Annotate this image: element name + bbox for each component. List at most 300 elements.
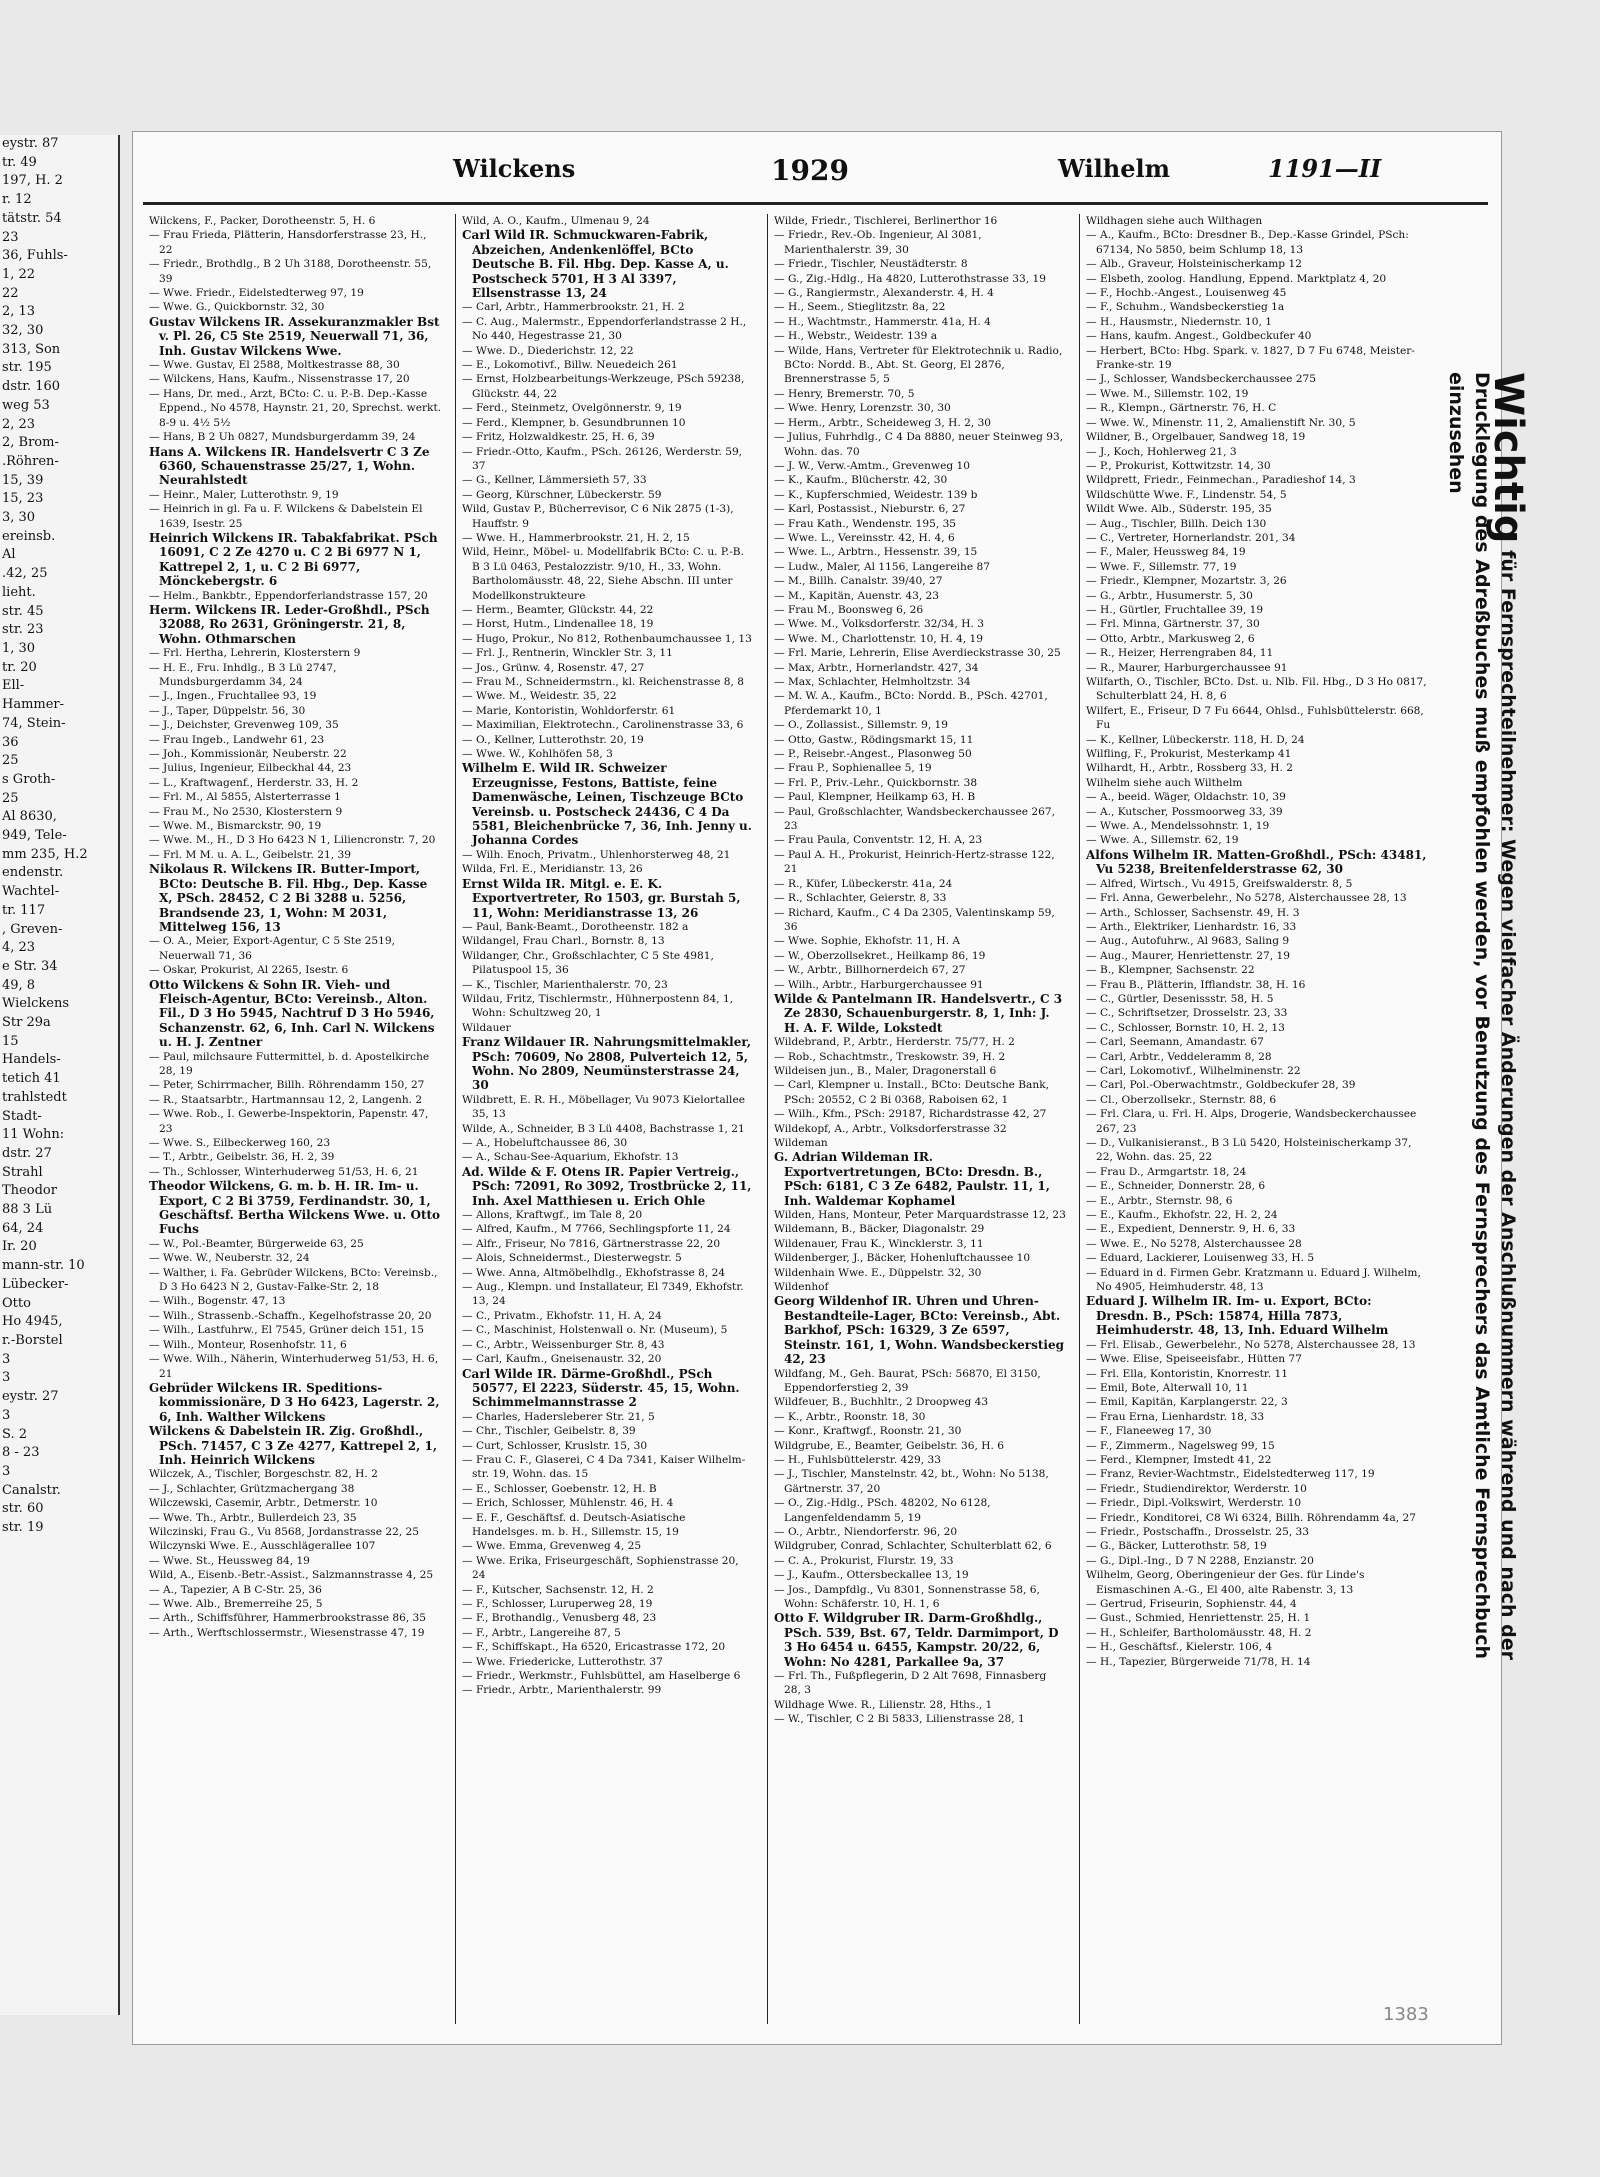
directory-entry: — Frl. Ella, Kontoristin, Knorrestr. 11 (1086, 1367, 1288, 1380)
directory-entry: Wilfert, E., Friseur, D 7 Fu 6644, Ohlsd., Fuhlsbüttelerstr. 668, Fu (1086, 704, 1424, 732)
strip-line: Canalstr. (2, 1482, 61, 1498)
strip-line: endenstr. (2, 865, 64, 881)
directory-entry: — Fritz, Holzwaldkestr. 25, H. 6, 39 (462, 431, 655, 444)
strip-line: 64, 24 (2, 1220, 44, 1236)
strip-line: Wachtel- (2, 884, 60, 900)
strip-line: 22 (2, 285, 19, 301)
directory-entry: — C., Maschinist, Holstenwall o. Nr. (Museum), 5 (462, 1324, 728, 1337)
directory-entry: — M., Kapitän, Auenstr. 43, 23 (774, 589, 940, 602)
directory-entry: Wildhage Wwe. R., Lilienstr. 28, Hths., 1 (774, 1698, 993, 1711)
directory-page (133, 132, 1531, 2044)
directory-entry: — Heinrich in gl. Fa u. F. Wilckens & Dabelstein El 1639, Isestr. 25 (149, 503, 423, 530)
directory-entry: — Curt, Schlosser, Kruslstr. 15, 30 (462, 1439, 648, 1452)
directory-entry: Wilden, Hans, Monteur, Peter Marquardstrasse 12, 23 (774, 1209, 1066, 1222)
strip-line: 2, 23 (2, 416, 36, 432)
directory-entry: — Alb., Graveur, Holsteinischerkamp 12 (1086, 258, 1302, 271)
directory-entry: — Friedr., Postschaffn., Drosselstr. 25, 33 (1086, 1525, 1310, 1538)
archive-stamp: 1383 (1383, 2004, 1429, 2025)
strip-line: tätstr. 54 (2, 210, 62, 226)
directory-entry: Wildfeuer, B., Buchhltr., 2 Droopweg 43 (774, 1396, 989, 1409)
directory-entry: — Frl. M M. u. A. L., Geibelstr. 21, 39 (149, 848, 351, 861)
directory-entry: — F., Schiffskapt., Ha 6520, Ericastrasse 172, 20 (462, 1641, 726, 1654)
directory-entry: Wildschütte Wwe. F., Lindenstr. 54, 5 (1086, 488, 1287, 501)
directory-entry: — L., Kraftwagenf., Herderstr. 33, H. 2 (149, 776, 359, 789)
strip-line: 8 - 23 (2, 1445, 40, 1461)
directory-entry: — H., Hausmstr., Niedernstr. 10, 1 (1086, 315, 1273, 328)
directory-entry: Nikolaus R. Wilckens IR. Butter-Import, BCto: Deutsche B. Fil. Hbg., Dep. Kasse X, PSch. 28452, C 2 Bi 3288 u. 5256, Brandsende 23, 1, Wohn: M 2031, Mittelweg 156, 13 (149, 862, 428, 934)
directory-entry: — Cl., Oberzollsekr., Sternstr. 88, 6 (1086, 1093, 1277, 1106)
strip-line: 49, 8 (2, 977, 36, 993)
directory-entry: — Chr., Tischler, Geibelstr. 8, 39 (462, 1425, 636, 1438)
directory-entry: — J., Deichster, Grevenweg 109, 35 (149, 719, 339, 732)
directory-entry: Ernst Wilda IR. Mitgl. e. E. K. Exportvertreter, Ro 1503, gr. Burstah 5, 11, Wohn: Meridianstrasse 13, 26 (462, 876, 741, 920)
directory-entry: — C. A., Prokurist, Flurstr. 19, 33 (774, 1554, 954, 1567)
directory-entry: — Herm., Beamter, Glückstr. 44, 22 (462, 603, 654, 616)
strip-line: str. 45 (2, 603, 44, 619)
directory-entry: — G., Dipl.-Ing., D 7 N 2288, Enzianstr. 20 (1086, 1554, 1314, 1567)
directory-entry: Wilde, Friedr., Tischlerei, Berlinerthor 16 (774, 215, 998, 227)
directory-entry: — E., Schlosser, Goebenstr. 12, H. B (462, 1482, 657, 1495)
strip-line: r.-Borstel (2, 1333, 63, 1348)
directory-entry: Eduard J. Wilhelm IR. Im- u. Export, BCto: Dresdn. B., PSch: 15874, Hilla 7873, Heimhuderstr. 48, 13, Inh. Eduard Wilhelm (1086, 1294, 1389, 1338)
directory-entry: — Wwe. Elise, Speiseeisfabr., Hütten 77 (1086, 1353, 1302, 1366)
strip-line: , Greven- (2, 921, 63, 937)
directory-entry: Wildau, Fritz, Tischlermstr., Hühnerpostenn 84, 1, Wohn: Schultzweg 20, 1 (462, 992, 734, 1020)
directory-entry: — Friedr.-Otto, Kaufm., PSch. 26126, Werderstr. 59, 37 (462, 445, 743, 472)
directory-entry: Wilhardt, H., Arbtr., Rossberg 33, H. 2 (1086, 762, 1293, 775)
directory-entry: — Henry, Bremerstr. 70, 5 (774, 387, 915, 400)
directory-entry: — R., Staatsarbtr., Hartmannsau 12, 2, Langenh. 2 (149, 1093, 423, 1106)
header-year: 1929 (771, 154, 849, 187)
directory-entry: — Wwe. Gustav, El 2588, Moltkestrasse 88, 30 (149, 359, 400, 372)
directory-entry: — E., Kaufm., Ekhofstr. 22, H. 2, 24 (1086, 1209, 1278, 1222)
strip-line: r. 12 (2, 192, 32, 208)
directory-entry: — Aug., Maurer, Henriettenstr. 27, 19 (1086, 949, 1290, 962)
directory-entry: Wilfarth, O., Tischler, BCto. Dst. u. Nlb. Fil. Hbg., D 3 Ho 0817, Schulterblatt 24, H. 8, 6 (1086, 676, 1427, 703)
strip-line: eystr. 87 (2, 136, 59, 151)
directory-entry: — Aug., Tischler, Billh. Deich 130 (1086, 517, 1267, 530)
directory-entry: — C., Gürtler, Desenissstr. 58, H. 5 (1086, 992, 1274, 1005)
strip-line: 2, 13 (2, 304, 36, 320)
directory-entry: Wildebrand, P., Arbtr., Herderstr. 75/77, H. 2 (774, 1036, 1015, 1049)
directory-entry: — R., Heizer, Herrengraben 84, 11 (1086, 647, 1274, 660)
directory-entry: — R., Küfer, Lübeckerstr. 41a, 24 (774, 877, 953, 890)
directory-entry: Wilczek, A., Tischler, Borgeschstr. 82, H. 2 (149, 1468, 378, 1481)
header-page-number: 1191—II (1268, 154, 1382, 183)
strip-line: weg 53 (2, 397, 50, 413)
directory-entry: Carl Wilde IR. Därme-Großhdl., PSch 50577, El 2223, Süderstr. 45, 15, Wohn. Schimmelmannstrasse 2 (462, 1366, 740, 1410)
strip-line: Ho 4945, (2, 1314, 63, 1330)
directory-entry: — Arth., Schlosser, Sachsenstr. 49, H. 3 (1086, 906, 1300, 919)
directory-entry: — Wwe. Anna, Altmöbelhdlg., Ekhofstrasse 8, 24 (462, 1266, 726, 1279)
directory-entry: — Friedr., Studiendirektor, Werderstr. 10 (1086, 1482, 1307, 1495)
strip-line: tr. 117 (2, 902, 46, 918)
directory-entry: — D., Vulkanisieranst., B 3 Lü 5420, Holsteinischerkamp 37, 22, Wohn. das. 25, 22 (1086, 1137, 1412, 1164)
strip-line: mann-str. 10 (2, 1258, 85, 1274)
strip-line: tr. 20 (2, 659, 37, 675)
directory-entry: — Frau M., No 2530, Klosterstern 9 (149, 805, 343, 818)
directory-entry: Gebrüder Wilckens IR. Speditions-kommissionäre, D 3 Ho 6423, Lagerstr. 2, 6, Inh. Walther Wilckens (149, 1380, 440, 1424)
directory-entry: — G., Bäcker, Lutterothstr. 58, 19 (1086, 1540, 1267, 1553)
directory-entry: — Arth., Werftschlossermstr., Wiesenstrasse 47, 19 (149, 1626, 425, 1639)
directory-entry: — Wilh., Strassenb.-Schaffn., Kegelhofstrasse 20, 20 (149, 1309, 432, 1322)
strip-line: dstr. 160 (2, 379, 61, 395)
strip-line: 197, H. 2 (2, 173, 63, 189)
directory-entry: — W., Tischler, C 2 Bi 5833, Lilienstrasse 28, 1 (774, 1713, 1025, 1726)
directory-entry: Wilde & Pantelmann IR. Handelsvertr., C 3 Ze 2830, Schauenburgerstr. 8, 1, Inh: J. H. A. F. Wilde, Lokstedt (774, 991, 1063, 1035)
directory-entry: — W., Oberzollsekret., Heilkamp 86, 19 (774, 949, 986, 962)
directory-entry: — A., Hobeluftchaussee 86, 30 (462, 1137, 628, 1149)
directory-entry: Wild, Heinr., Möbel- u. Modellfabrik BCto: C. u. P.-B. B 3 Lü 0463, Pestalozzistr. 9/10, H., 33, Wohn. Bartholomäusstr. 48, 22, Siehe Abschn. III unter Modellkonstrukteure (462, 546, 744, 602)
directory-entry: — J., Koch, Hohlerweg 21, 3 (1086, 445, 1237, 458)
directory-entry: — B., Klempner, Sachsenstr. 22 (1086, 964, 1255, 977)
directory-entry: — Ludw., Maler, Al 1156, Langereihe 87 (774, 560, 990, 573)
strip-line: 2, Brom- (2, 435, 59, 451)
directory-entry: Wildprett, Friedr., Feinmechan., Paradieshof 14, 3 (1086, 474, 1356, 487)
directory-entry: — K., Arbtr., Roonstr. 18, 30 (774, 1410, 926, 1423)
strip-line: Al 8630, (2, 809, 57, 825)
directory-entry: — Ferd., Steinmetz, Ovelgönnerstr. 9, 19 (462, 402, 682, 415)
directory-entry: Otto Wilckens & Sohn IR. Vieh- und Fleisch-Agentur, BCto: Vereinsb., Alton. Fil., D 3 Ho 5945, Nachtruf D 3 Ho 5946, Schanzenstr. 62, 6, Inh. Carl N. Wilckens u. H. J. Zentner (149, 977, 435, 1050)
directory-entry: — Wwe. Wilh., Näherin, Winterhuderweg 51/53, H. 6, 21 (149, 1353, 439, 1380)
directory-entry: — Rob., Schachtmstr., Treskowstr. 39, H. 2 (774, 1050, 1006, 1063)
directory-entry: — Frl. Marie, Lehrerin, Elise Averdieckstrasse 30, 25 (774, 647, 1061, 660)
directory-entry: — Wwe. H., Hammerbrookstr. 21, H. 2, 15 (462, 531, 690, 544)
directory-entry: — Georg, Kürschner, Lübeckerstr. 59 (462, 488, 662, 501)
directory-entry: — Hans, B 2 Uh 0827, Mundsburgerdamm 39, 24 (149, 431, 416, 444)
directory-entry: — Carl, Pol.-Oberwachtmstr., Goldbeckufer 28, 39 (1086, 1079, 1356, 1092)
directory-entry: — F., Kutscher, Sachsenstr. 12, H. 2 (462, 1583, 654, 1596)
directory-entry: — Friedr., Klempner, Mozartstr. 3, 26 (1086, 575, 1287, 588)
directory-entry: — Herbert, BCto: Hbg. Spark. v. 1827, D 7 Fu 6748, Meister-Franke-str. 19 (1086, 344, 1415, 372)
directory-entry: — Frau P., Sophienallee 5, 19 (774, 762, 932, 775)
directory-entry: — Frau C. F., Glaserei, C 4 Da 7341, Kaiser Wilhelm-str. 19, Wohn. das. 15 (462, 1453, 746, 1481)
directory-entry: — Friedr., Rev.-Ob. Ingenieur, Al 3081, Marienthalerstr. 39, 30 (774, 229, 982, 256)
strip-line: str. 23 (2, 622, 44, 638)
directory-entry: — C., Schriftsetzer, Drosselstr. 23, 33 (1086, 1007, 1288, 1020)
directory-entry: — H., Gürtler, Fruchtallee 39, 19 (1086, 603, 1264, 616)
directory-entry: — J., Kaufm., Ottersbeckallee 13, 19 (774, 1569, 969, 1582)
strip-line: 11 Wohn: (2, 1127, 65, 1143)
directory-entry: — Charles, Hadersleberer Str. 21, 5 (462, 1410, 655, 1423)
directory-entry: — Wwe. L., Arbtrn., Hessenstr. 39, 15 (774, 546, 978, 559)
directory-entry: — H., Wachtmstr., Hammerstr. 41a, H. 4 (774, 315, 991, 328)
directory-entry: — Wwe. M., Bismarckstr. 90, 19 (149, 820, 322, 833)
directory-entry: — Eduard in d. Firmen Gebr. Kratzmann u. Eduard J. Wilhelm, No 4905, Heimhuderstr. 48, 13 (1086, 1266, 1421, 1294)
header-right-keyword: Wilhelm (1058, 154, 1170, 183)
strip-line: Handels- (2, 1052, 61, 1068)
directory-entry: Franz Wildauer IR. Nahrungsmittelmakler, PSch: 70609, No 2808, Pulverteich 12, 5, Wohn. No 2809, Neumünsterstrasse 24, 30 (462, 1035, 752, 1093)
directory-entry: — Konr., Kraftwgf., Roonstr. 21, 30 (774, 1425, 962, 1438)
directory-entry: — Wwe. Erika, Friseurgeschäft, Sophienstrasse 20, 24 (462, 1554, 739, 1582)
strip-line: tetich 41 (2, 1071, 61, 1087)
directory-entry: — Wwe. L., Vereinsstr. 42, H. 4, 6 (774, 531, 955, 544)
strip-line: 3 (2, 1351, 11, 1367)
directory-entry: — J., Schlosser, Wandsbeckerchaussee 275 (1086, 373, 1316, 386)
directory-entry: — F., Maler, Heussweg 84, 19 (1086, 546, 1246, 559)
directory-entry: — Frau Ingeb., Landwehr 61, 23 (149, 733, 325, 746)
directory-entry: — A., Kutscher, Possmoorweg 33, 39 (1086, 805, 1283, 818)
strip-line: dstr. 27 (2, 1145, 52, 1161)
directory-entry: Wildekopf, A., Arbtr., Volksdorferstrasse 32 (774, 1122, 1007, 1135)
directory-entry: — Wilckens, Hans, Kaufm., Nissenstrasse 17, 20 (149, 373, 410, 386)
directory-entry: — Wwe. M., H., D 3 Ho 6423 N 1, Liliencronstr. 7, 20 (149, 834, 436, 847)
strip-line: str. 60 (2, 1501, 44, 1517)
directory-entry: — Wwe. Friedr., Eidelstedterweg 97, 19 (149, 287, 364, 300)
directory-entry: — J. W., Verw.-Amtm., Grevenweg 10 (774, 459, 970, 472)
directory-entry: — A., Kaufm., BCto: Dresdner B., Dep.-Kasse Grindel, PSch: 67134, No 5850, beim Schlump 18, 13 (1086, 229, 1409, 256)
directory-entry: — Oskar, Prokurist, Al 2265, Isestr. 6 (149, 964, 349, 977)
column-2 (455, 214, 760, 2024)
directory-entry: — Max, Schlachter, Helmholtzstr. 34 (774, 676, 971, 688)
directory-entry: — F., Arbtr., Langereihe 87, 5 (462, 1626, 621, 1639)
directory-entry: Theodor Wilckens, G. m. b. H. IR. Im- u. Export, C 2 Bi 3759, Ferdinandstr. 30, 1, Geschäftsf. Bertha Wilckens Wwe. u. Otto Fuchs (149, 1179, 441, 1237)
directory-entry: Wildenhof (774, 1281, 829, 1294)
directory-entry: — Hugo, Prokur., No 812, Rothenbaumchaussee 1, 13 (462, 632, 752, 645)
directory-entry: — Frl. Th., Fußpflegerin, D 2 Alt 7698, Finnasberg 28, 3 (774, 1670, 1047, 1697)
directory-entry: — Frl. J., Rentnerin, Winckler Str. 3, 11 (462, 647, 673, 660)
directory-entry: — E., Arbtr., Sternstr. 98, 6 (1086, 1194, 1233, 1207)
directory-entry: Wilczynski Wwe. E., Ausschlägerallee 107 (149, 1540, 376, 1553)
strip-line: 4, 23 (2, 940, 36, 956)
directory-entry: Wildauer (462, 1021, 511, 1034)
directory-entry: — Paul, milchsaure Futtermittel, b. d. Apostelkirche 28, 19 (149, 1050, 430, 1077)
directory-entry: — Frl. Clara, u. Frl. H. Alps, Drogerie, Wandsbeckerchaussee 267, 23 (1086, 1108, 1417, 1135)
directory-entry: — E., Schneider, Donnerstr. 28, 6 (1086, 1180, 1266, 1193)
directory-entry: — Frl. Anna, Gewerbelehr., No 5278, Alsterchaussee 28, 13 (1086, 892, 1407, 905)
directory-entry: — Carl, Kaufm., Gneisenaustr. 32, 20 (462, 1353, 662, 1366)
directory-entry: — O., Kellner, Lutterothstr. 20, 19 (462, 733, 644, 746)
directory-entry: — Maximilian, Elektrotechn., Carolinenstrasse 33, 6 (462, 719, 744, 732)
strip-line: mm 235, H.2 (2, 846, 88, 862)
strip-line: 25 (2, 753, 19, 769)
directory-entry: Hans A. Wilckens IR. Handelsvertr C 3 Ze 6360, Schauenstrasse 25/27, 1, Wohn. Neurahlstedt (149, 444, 430, 488)
column-1 (143, 214, 448, 2024)
directory-entry: — Frau M., Boonsweg 6, 26 (774, 603, 924, 616)
directory-entry: Wildangel, Frau Charl., Bornstr. 8, 13 (462, 935, 665, 948)
directory-entry: — H., Webstr., Weidestr. 139 a (774, 330, 938, 343)
directory-entry: — Wwe. M., Weidestr. 35, 22 (462, 690, 617, 703)
directory-entry: — E., Expedient, Dennerstr. 9, H. 6, 33 (1086, 1223, 1296, 1236)
strip-line: s Groth- (2, 771, 56, 787)
adjacent-page-strip (0, 135, 120, 2015)
directory-entry: — J., Ingen., Fruchtallee 93, 19 (149, 690, 317, 703)
directory-entry: — Erich, Schlosser, Mühlenstr. 46, H. 4 (462, 1497, 674, 1510)
directory-entry: — Julius, Fuhrhdlg., C 4 Da 8880, neuer Steinweg 93, Wohn. das. 70 (774, 431, 1064, 458)
directory-entry: — J., Taper, Düppelstr. 56, 30 (149, 704, 306, 717)
directory-entry: — Heinr., Maler, Lutterothstr. 9, 19 (149, 488, 339, 501)
directory-entry: Wildfang, M., Geh. Baurat, PSch: 56870, El 3150, Eppendorferstieg 2, 39 (774, 1367, 1041, 1394)
directory-entry: — R., Schlachter, Geierstr. 8, 33 (774, 892, 947, 905)
directory-entry: — O., Zig.-Hdlg., PSch. 48202, No 6128, Langenfeldendamm 5, 19 (774, 1497, 991, 1524)
directory-entry: — Wwe. A., Sillemstr. 62, 19 (1086, 834, 1239, 847)
directory-entry: — Joh., Kommissionär, Neuberstr. 22 (149, 748, 347, 761)
directory-entry: — Friedr., Tischler, Neustädterstr. 8 (774, 258, 968, 271)
directory-entry: — Wwe. Th., Arbtr., Bullerdeich 23, 35 (149, 1511, 357, 1524)
header-left-keyword: Wilckens (453, 154, 576, 183)
directory-entry: — Hans, Dr. med., Arzt, BCto: C. u. P.-B. Dep.-Kasse Eppend., No 4578, Haynstr. 21, 20, Sprechst. werkt. 8-9 u. 4½ 5½ (149, 387, 442, 429)
directory-entry: — A., beeid. Wäger, Oldachstr. 10, 39 (1086, 791, 1286, 804)
strip-line: Strahl (2, 1164, 43, 1180)
directory-entry: — Wilh., Lastfuhrw., El 7545, Grüner deich 151, 15 (149, 1324, 425, 1337)
directory-entry: — K., Tischler, Marienthalerstr. 70, 23 (462, 978, 668, 991)
directory-entry: — Frau D., Armgartstr. 18, 24 (1086, 1165, 1247, 1178)
directory-entry: — Franz, Revier-Wachtmstr., Eidelstedterweg 117, 19 (1086, 1468, 1375, 1481)
directory-entry: — H., Tapezier, Bürgerweide 71/78, H. 14 (1086, 1655, 1311, 1668)
notice-text: für Fernsprechteilnehmer: Wegen vielfacher Änderungen der Anschlußnummern während und nach der Drucklegung des Adreßbuches muß empfohlen werden, vor Benutzung des Fernsprechers das Amtliche Fernsprechbuch einzusehen (1445, 372, 1519, 1660)
directory-entry: Wildeman (774, 1137, 828, 1149)
directory-entry: Wild, A., Eisenb.-Betr.-Assist., Salzmannstrasse 4, 25 (149, 1569, 434, 1582)
directory-entry: — Gust., Schmied, Henriettenstr. 25, H. 1 (1086, 1612, 1311, 1625)
directory-entry: — Paul, Großschlachter, Wandsbeckerchaussee 267, 23 (774, 805, 1055, 833)
strip-line: 32, 30 (2, 323, 44, 339)
directory-entry: Wildenauer, Frau K., Wincklerstr. 3, 11 (774, 1237, 984, 1250)
strip-line: eystr. 27 (2, 1389, 59, 1405)
strip-line: 3 (2, 1463, 11, 1479)
directory-entry: — T., Arbtr., Geibelstr. 36, H. 2, 39 (149, 1151, 335, 1164)
directory-entry: — W., Pol.-Beamter, Bürgerweide 63, 25 (149, 1237, 364, 1250)
directory-entry: — J., Tischler, Manstelnstr. 42, bt., Wohn: No 5138, Gärtnerstr. 37, 20 (774, 1468, 1049, 1495)
directory-entry: — Ferd., Klempner, b. Gesundbrunnen 10 (462, 416, 686, 429)
directory-entry: — C. Aug., Malermstr., Eppendorferlandstrasse 2 H., No 440, Hegestrasse 21, 30 (462, 315, 747, 343)
directory-entry: Wildenberger, J., Bäcker, Hohenluftchaussee 10 (774, 1252, 1031, 1265)
strip-line: 25 (2, 790, 19, 806)
strip-line: ereinsb. (2, 528, 56, 544)
strip-line: Otto (2, 1295, 31, 1311)
strip-line: Lübecker- (2, 1276, 69, 1292)
directory-entry: — Frau Paula, Conventstr. 12, H. A, 23 (774, 834, 983, 847)
directory-entry: — Otto, Gastw., Rödingsmarkt 15, 11 (774, 733, 974, 746)
directory-entry: — Wwe. Rob., I. Gewerbe-Inspektorin, Papenstr. 47, 23 (149, 1108, 429, 1135)
strip-line: e Str. 34 (2, 958, 58, 974)
directory-entry: — Ernst, Holzbearbeitungs-Werkzeuge, PSch 59238, Glückstr. 44, 22 (462, 373, 745, 400)
directory-entry: — Frl. M., Al 5855, Alsterterrasse 1 (149, 791, 341, 804)
directory-entry: — Paul, Klempner, Heilkamp 63, H. B (774, 791, 976, 804)
directory-entry: — Paul A. H., Prokurist, Heinrich-Hertz-strasse 122, 21 (774, 848, 1055, 876)
directory-entry: — P., Prokurist, Kottwitzstr. 14, 30 (1086, 459, 1271, 472)
directory-entry: — Wwe. Alb., Bremerreihe 25, 5 (149, 1598, 323, 1610)
directory-entry: — Frl. Hertha, Lehrerin, Klosterstern 9 (149, 647, 361, 660)
strip-line: 23 (2, 229, 19, 245)
directory-entry: Carl Wild IR. Schmuckwaren-Fabrik, Abzeichen, Andenkenlöffel, BCto Deutsche B. Fil. Hbg. Dep. Kasse A, u. Postscheck 5701, H 3 Al 3397, Ellsenstrasse 13, 24 (462, 228, 729, 301)
strip-line: str. 195 (2, 360, 52, 376)
directory-entry: — Horst, Hutm., Lindenallee 18, 19 (462, 618, 654, 631)
directory-entry: — Frl. P., Priv.-Lehr., Quickbornstr. 38 (774, 776, 978, 789)
directory-entry: — F., Schuhm., Wandsbeckerstieg 1a (1086, 301, 1285, 314)
notice-title: Wichtig (1485, 372, 1531, 544)
directory-entry: — H. E., Fru. Inhdlg., B 3 Lü 2747, Mundsburgerdamm 34, 24 (149, 661, 337, 688)
directory-entry: Wilczinski, Frau G., Vu 8568, Jordanstrasse 22, 25 (149, 1525, 420, 1538)
strip-line: lieht. (2, 584, 36, 600)
strip-line: 3, 30 (2, 510, 36, 526)
strip-line: 36, Fuhls- (2, 248, 68, 264)
strip-line: tr. 49 (2, 154, 37, 170)
directory-entry: Wilda, Frl. E., Meridianstr. 13, 26 (462, 863, 643, 876)
directory-entry: — Wwe. W., Neuberstr. 32, 24 (149, 1252, 310, 1265)
directory-entry: — C., Schlosser, Bornstr. 10, H. 2, 13 (1086, 1021, 1285, 1034)
directory-entry: Wildgruber, Conrad, Schlachter, Schulterblatt 62, 6 (774, 1540, 1052, 1553)
directory-entry: — F., Zimmerm., Nagelsweg 99, 15 (1086, 1439, 1275, 1452)
directory-entry: Wildner, B., Orgelbauer, Sandweg 18, 19 (1086, 431, 1306, 444)
strip-line: Ell- (2, 678, 25, 694)
directory-entry: — F., Brothandlg., Venusberg 48, 23 (462, 1612, 657, 1625)
directory-entry: — Wilh. Enoch, Privatm., Uhlenhorsterweg 48, 21 (462, 848, 731, 861)
strip-line: 949, Tele- (2, 828, 67, 844)
directory-entry: Wilhelm siehe auch Wilthelm (1086, 776, 1243, 789)
directory-entry: — Wilde, Hans, Vertreter für Elektrotechnik u. Radio, BCto: Nordd. B., Abt. St. Georg, El 2876, Brennerstrasse 5, 5 (774, 344, 1063, 386)
directory-entry: Wildanger, Chr., Großschlachter, C 5 Ste 4981, Pilatuspool 15, 36 (462, 949, 714, 977)
directory-entry: — Alfred, Wirtsch., Vu 4915, Greifswalderstr. 8, 5 (1086, 877, 1353, 890)
directory-entry: — Julius, Ingenieur, Eilbeckhal 44, 23 (149, 762, 352, 775)
directory-entry: Ad. Wilde & F. Otens IR. Papier Vertreig., PSch: 72091, Ro 3092, Trostbrücke 2, 11, Inh. Axel Matthiesen u. Erich Ohle (462, 1164, 752, 1208)
directory-entry: — Frau M., Schneidermstrn., kl. Reichenstrasse 8, 8 (462, 676, 744, 688)
directory-entry: — Wwe. D., Diederichstr. 12, 22 (462, 344, 634, 357)
strip-line: trahlstedt (2, 1089, 67, 1105)
strip-line: 36 (2, 734, 19, 750)
directory-entry: — Frl. Minna, Gärtnerstr. 37, 30 (1086, 618, 1260, 631)
directory-entry: — Wwe. St., Heussweg 84, 19 (149, 1554, 310, 1567)
strip-line: 1, 30 (2, 640, 36, 656)
directory-entry: — C., Privatm., Ekhofstr. 11, H. A, 24 (462, 1309, 662, 1322)
directory-entry: — A., Schau-See-Aquarium, Ekhofstr. 13 (462, 1151, 679, 1164)
directory-entry: — M. W. A., Kaufm., BCto: Nordd. B., PSch. 42701, Pferdemarkt 10, 1 (774, 690, 1048, 717)
strip-line: 15, 39 (2, 472, 44, 488)
directory-entry: Wilfling, F., Prokurist, Mesterkamp 41 (1086, 748, 1292, 761)
directory-entry: — G., Arbtr., Husumerstr. 5, 30 (1086, 589, 1253, 602)
directory-entry: Herm. Wilckens IR. Leder-Großhdl., PSch 32088, Ro 2631, Gröningerstr. 21, 8, Wohn. Othmarschen (149, 602, 430, 646)
directory-entry: — G., Zig.-Hdlg., Ha 4820, Lutterothstrasse 33, 19 (774, 272, 1046, 285)
directory-entry: — Aug., Klempn. und Installateur, El 7349, Ekhofstr. 13, 24 (462, 1281, 744, 1308)
directory-entry: — R., Klempn., Gärtnerstr. 76, H. C (1086, 402, 1277, 415)
strip-line: str. 19 (2, 1520, 44, 1536)
directory-entry: — P., Reisebr.-Angest., Plasonweg 50 (774, 748, 972, 761)
directory-entry: — Carl, Seemann, Amandastr. 67 (1086, 1036, 1264, 1049)
directory-entry: — Walther, i. Fa. Gebrüder Wilckens, BCto: Vereinsb., D 3 Ho 6423 N 2, Gustav-Falke-Str. 2, 18 (149, 1266, 438, 1294)
directory-entry: — O., Zollassist., Sillemstr. 9, 19 (774, 719, 949, 732)
strip-line: Al (2, 547, 16, 563)
directory-entry: Wild, Gustav P., Bücherrevisor, C 6 Nik 2875 (1-3), Hauffstr. 9 (462, 503, 734, 530)
directory-entry: — Ferd., Klempner, Imstedt 41, 22 (1086, 1453, 1272, 1466)
directory-entry: — K., Kellner, Lübeckerstr. 118, H. D, 24 (1086, 733, 1305, 746)
directory-entry: — H., Fuhlsbüttelerstr. 429, 33 (774, 1453, 941, 1466)
directory-entry: — H., Schleifer, Bartholomäusstr. 48, H. 2 (1086, 1626, 1312, 1639)
directory-entry: — Eduard, Lackierer, Louisenweg 33, H. 5 (1086, 1252, 1315, 1265)
directory-entry: — Alois, Schneidermst., Diesterwegstr. 5 (462, 1252, 682, 1265)
directory-entry: — Herm., Arbtr., Scheideweg 3, H. 2, 30 (774, 416, 992, 429)
directory-entry: Wildt Wwe. Alb., Süderstr. 195, 35 (1086, 503, 1272, 516)
directory-entry: — Jos., Grünw. 4, Rosenstr. 47, 27 (462, 661, 645, 674)
directory-entry: — Wwe. G., Quickbornstr. 32, 30 (149, 301, 325, 314)
directory-entry: — Carl, Klempner u. Install., BCto: Deutsche Bank, PSch: 20552, C 2 Bi 0368, Raboisen 62, 1 (774, 1079, 1049, 1106)
directory-entry: — Frl. Elisab., Gewerbelehr., No 5278, Alsterchaussee 28, 13 (1086, 1338, 1416, 1351)
directory-entry: Wildemann, B., Bäcker, Diagonalstr. 29 (774, 1223, 985, 1236)
strip-line: 3 (2, 1407, 11, 1423)
directory-entry: — Wilh., Bogenstr. 47, 13 (149, 1295, 286, 1308)
directory-entry: — H., Seem., Stieglitzstr. 8a, 22 (774, 301, 946, 314)
directory-entry: — Wwe. M., Sillemstr. 102, 19 (1086, 387, 1249, 400)
strip-line: 74, Stein- (2, 715, 66, 731)
directory-entry: — Frau Erna, Lienhardstr. 18, 33 (1086, 1410, 1265, 1423)
strip-line: Theodor (2, 1183, 57, 1199)
directory-entry: — Frau Frieda, Plätterin, Hansdorferstrasse 23, H., 22 (149, 229, 427, 256)
directory-entry: — Karl, Postassist., Nieburstr. 6, 27 (774, 503, 966, 516)
directory-entry: — Arth., Schiffsführer, Hammerbrookstrasse 86, 35 (149, 1612, 427, 1625)
directory-entry: — Wwe. M., Volksdorferstr. 32/34, H. 3 (774, 618, 984, 631)
directory-entry: Wildgrube, E., Beamter, Geibelstr. 36, H. 6 (774, 1439, 1004, 1452)
directory-entry: — Gertrud, Friseurin, Sophienstr. 44, 4 (1086, 1598, 1297, 1610)
strip-line: S. 2 (2, 1426, 27, 1442)
directory-entry: — M., Billh. Canalstr. 39/40, 27 (774, 575, 943, 588)
